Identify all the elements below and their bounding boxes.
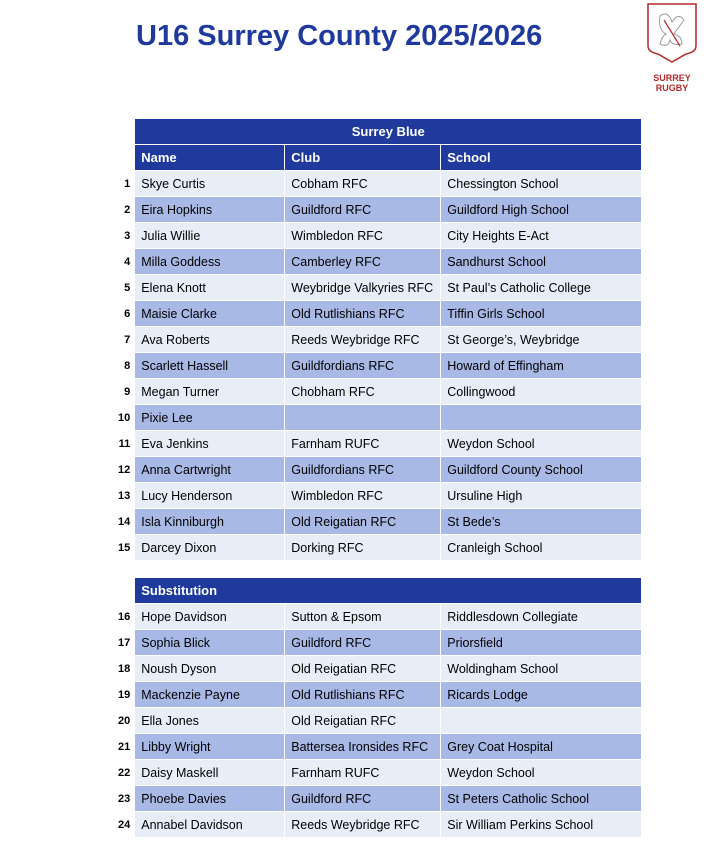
school-name: Guildford County School	[441, 457, 642, 483]
row-number: 12	[118, 457, 135, 483]
row-number: 19	[118, 682, 135, 708]
player-name: Pixie Lee	[135, 405, 285, 431]
club-name: Guildfordians RFC	[285, 457, 441, 483]
player-name: Sophia Blick	[135, 630, 285, 656]
club-name: Reeds Weybridge RFC	[285, 327, 441, 353]
club-name: Guildford RFC	[285, 786, 441, 812]
club-name: Guildford RFC	[285, 197, 441, 223]
player-name: Skye Curtis	[135, 171, 285, 197]
table-row	[118, 630, 642, 656]
table-group-header	[118, 578, 642, 604]
school-name: Guildford High School	[441, 197, 642, 223]
player-name: Mackenzie Payne	[135, 682, 285, 708]
player-name: Libby Wright	[135, 734, 285, 760]
table-row	[118, 483, 642, 509]
row-number: 8	[118, 353, 135, 379]
club-name: Weybridge Valkyries RFC	[285, 275, 441, 301]
club-name: Wimbledon RFC	[285, 223, 441, 249]
logo-text: SURREY RUGBY	[653, 73, 691, 93]
club-name: Guildford RFC	[285, 630, 441, 656]
school-name: Cranleigh School	[441, 535, 642, 561]
table-row	[118, 682, 642, 708]
player-name: Lucy Henderson	[135, 483, 285, 509]
school-name	[441, 405, 642, 431]
player-name: Ava Roberts	[135, 327, 285, 353]
player-name: Isla Kinniburgh	[135, 509, 285, 535]
row-number: 1	[118, 171, 135, 197]
club-name: Camberley RFC	[285, 249, 441, 275]
school-name: Priorsfield	[441, 630, 642, 656]
player-name: Noush Dyson	[135, 656, 285, 682]
club-name: Dorking RFC	[285, 535, 441, 561]
club-name: Guildfordians RFC	[285, 353, 441, 379]
club-name: Old Reigatian RFC	[285, 656, 441, 682]
school-name: St Bede’s	[441, 509, 642, 535]
club-name: Reeds Weybridge RFC	[285, 812, 441, 838]
school-name: Weydon School	[441, 431, 642, 457]
player-name: Milla Goddess	[135, 249, 285, 275]
club-name: Battersea Ironsides RFC	[285, 734, 441, 760]
row-number: 23	[118, 786, 135, 812]
table-row	[118, 327, 642, 353]
club-name: Cobham RFC	[285, 171, 441, 197]
player-name: Scarlett Hassell	[135, 353, 285, 379]
table-row	[118, 509, 642, 535]
column-header-club: Club	[285, 145, 441, 171]
player-name: Daisy Maskell	[135, 760, 285, 786]
player-name: Eva Jenkins	[135, 431, 285, 457]
table-row	[118, 535, 642, 561]
school-name: Ricards Lodge	[441, 682, 642, 708]
club-name: Sutton & Epsom	[285, 604, 441, 630]
table-row	[118, 275, 642, 301]
column-header-name: Name	[135, 145, 285, 171]
table-row	[118, 171, 642, 197]
player-name: Julia Willie	[135, 223, 285, 249]
table-row	[118, 431, 642, 457]
school-name	[441, 708, 642, 734]
club-name: Old Rutlishians RFC	[285, 682, 441, 708]
table-row	[118, 760, 642, 786]
table-row	[118, 301, 642, 327]
table-row	[118, 379, 642, 405]
school-name: St Paul’s Catholic College	[441, 275, 642, 301]
school-name: Howard of Effingham	[441, 353, 642, 379]
row-number: 7	[118, 327, 135, 353]
table-row	[118, 786, 642, 812]
school-name: Grey Coat Hospital	[441, 734, 642, 760]
table-row	[118, 604, 642, 630]
table-row	[118, 734, 642, 760]
player-name: Ella Jones	[135, 708, 285, 734]
school-name: Collingwood	[441, 379, 642, 405]
school-name: City Heights E-Act	[441, 223, 642, 249]
shield-icon	[646, 2, 698, 64]
table-row	[118, 353, 642, 379]
table-row	[118, 457, 642, 483]
club-name	[285, 405, 441, 431]
table-row	[118, 197, 642, 223]
page-title: U16 Surrey County 2025/2026	[136, 20, 543, 52]
player-name: Elena Knott	[135, 275, 285, 301]
row-number: 17	[118, 630, 135, 656]
school-name: St Peters Catholic School	[441, 786, 642, 812]
club-name: Old Reigatian RFC	[285, 509, 441, 535]
table-row	[118, 656, 642, 682]
row-number: 16	[118, 604, 135, 630]
school-name: Riddlesdown Collegiate	[441, 604, 642, 630]
row-number: 24	[118, 812, 135, 838]
player-name: Anna Cartwright	[135, 457, 285, 483]
school-name: Chessington School	[441, 171, 642, 197]
club-name: Farnham RUFC	[285, 760, 441, 786]
row-number: 4	[118, 249, 135, 275]
player-name: Megan Turner	[135, 379, 285, 405]
row-number: 11	[118, 431, 135, 457]
substitution-heading: Substitution	[135, 578, 642, 604]
row-number: 15	[118, 535, 135, 561]
table-row	[118, 708, 642, 734]
school-name: Tiffin Girls School	[441, 301, 642, 327]
column-header-school: School	[441, 145, 642, 171]
player-name: Darcey Dixon	[135, 535, 285, 561]
table-row	[118, 223, 642, 249]
squad-heading: Surrey Blue	[135, 119, 642, 145]
table-column-header	[118, 145, 642, 171]
player-name: Eira Hopkins	[135, 197, 285, 223]
row-number: 18	[118, 656, 135, 682]
school-name: Sir William Perkins School	[441, 812, 642, 838]
player-name: Hope Davidson	[135, 604, 285, 630]
table-group-header	[118, 119, 642, 145]
table-row	[118, 405, 642, 431]
row-number: 10	[118, 405, 135, 431]
player-name: Phoebe Davies	[135, 786, 285, 812]
row-number: 20	[118, 708, 135, 734]
row-number: 2	[118, 197, 135, 223]
school-name: Ursuline High	[441, 483, 642, 509]
row-number: 3	[118, 223, 135, 249]
school-name: Sandhurst School	[441, 249, 642, 275]
squad-table	[118, 118, 642, 561]
row-number: 13	[118, 483, 135, 509]
club-name: Farnham RUFC	[285, 431, 441, 457]
club-name: Chobham RFC	[285, 379, 441, 405]
club-name: Old Rutlishians RFC	[285, 301, 441, 327]
player-name: Annabel Davidson	[135, 812, 285, 838]
row-number: 9	[118, 379, 135, 405]
table-row	[118, 812, 642, 838]
row-number: 6	[118, 301, 135, 327]
table-row	[118, 249, 642, 275]
club-name: Wimbledon RFC	[285, 483, 441, 509]
row-number: 21	[118, 734, 135, 760]
row-number: 22	[118, 760, 135, 786]
surrey-rugby-logo	[636, 2, 708, 93]
school-name: Woldingham School	[441, 656, 642, 682]
row-number: 14	[118, 509, 135, 535]
school-name: St George’s, Weybridge	[441, 327, 642, 353]
row-number: 5	[118, 275, 135, 301]
school-name: Weydon School	[441, 760, 642, 786]
substitution-table	[118, 577, 642, 838]
club-name: Old Reigatian RFC	[285, 708, 441, 734]
player-name: Maisie Clarke	[135, 301, 285, 327]
